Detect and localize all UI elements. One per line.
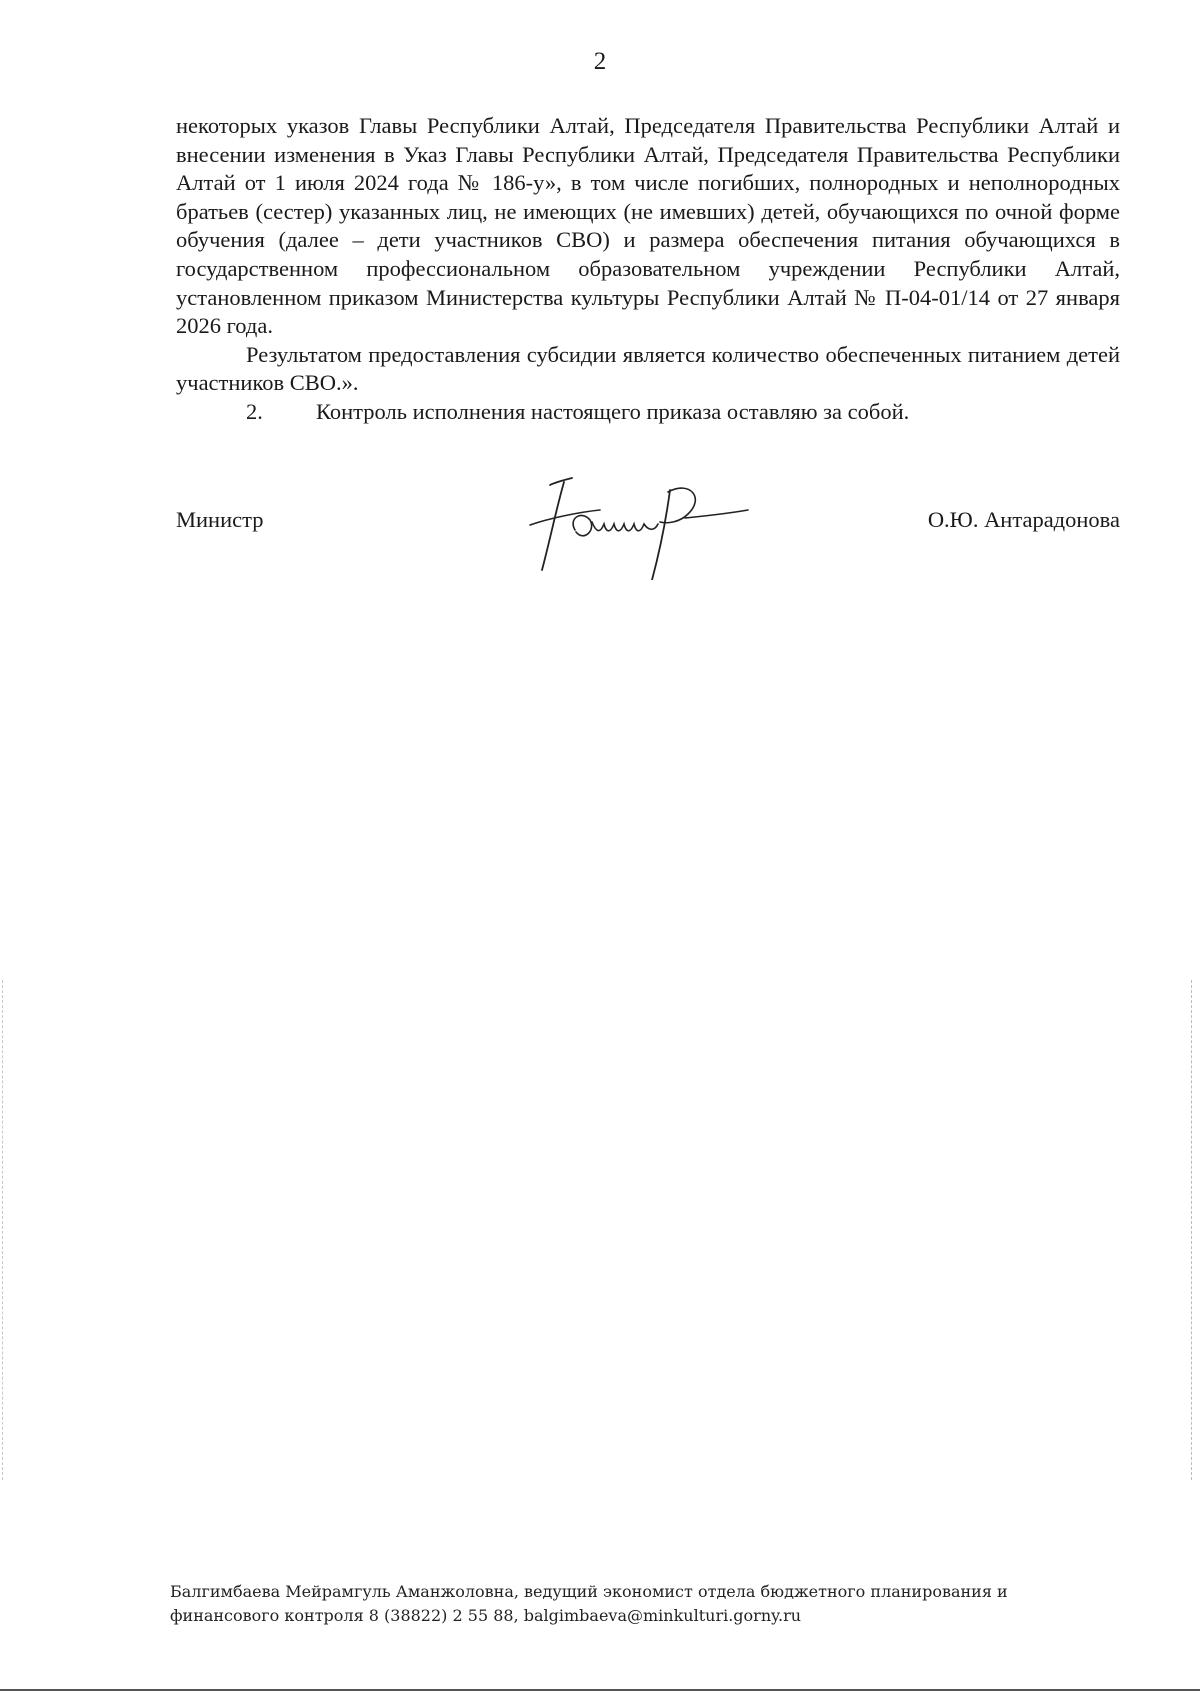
item-text: Контроль исполнения настоящего приказа оставляю за собой. <box>316 398 910 424</box>
item-number: 2. <box>246 398 263 424</box>
handwritten-signature <box>520 470 770 580</box>
scan-edge-left <box>2 980 5 1480</box>
executor-line-1: Балгимбаева Мейрамгуль Аманжоловна, ведущий экономист отдела бюджетного планирования и <box>170 1582 1008 1601</box>
signer-name: О.Ю. Антарадонова <box>927 507 1120 532</box>
scan-bottom-edge <box>0 1689 1200 1691</box>
numbered-item <box>176 398 1120 427</box>
page-number: 2 <box>593 48 607 75</box>
signer-position: Министр <box>176 507 264 532</box>
document-body <box>176 112 1120 427</box>
executor-line-2: финансового контроля 8 (38822) 2 55 88, balgimbaeva@minkulturi.gorny.ru <box>170 1606 802 1625</box>
paragraph-continuation: некоторых указов Главы Республики Алтай, Председателя Правительства Республики Алтай и внесении изменения в Указ Главы Республики Алтай, Председателя Правительства Республики Алтай от 1 июля 2024 года № 186-у», в том числе погибших, полнородных и неполнородных братьев (сестер) указанных лиц, не имеющих (не имевших) детей, обучающихся по очной форме обучения (далее – дети участников СВО) и размера обеспечения питания обучающихся в государственном профессиональном образовательном учреждении Республики Алтай, установленном приказом Министерства культуры Республики Алтай № П-04-01/14 от 27 января 2026 года. <box>176 113 1120 339</box>
executor-info <box>170 1580 1070 1628</box>
scan-edge-right <box>1191 980 1194 1480</box>
paragraph-result: Результатом предоставления субсидии является количество обеспеченных питанием детей участников СВО.». <box>176 341 1120 396</box>
